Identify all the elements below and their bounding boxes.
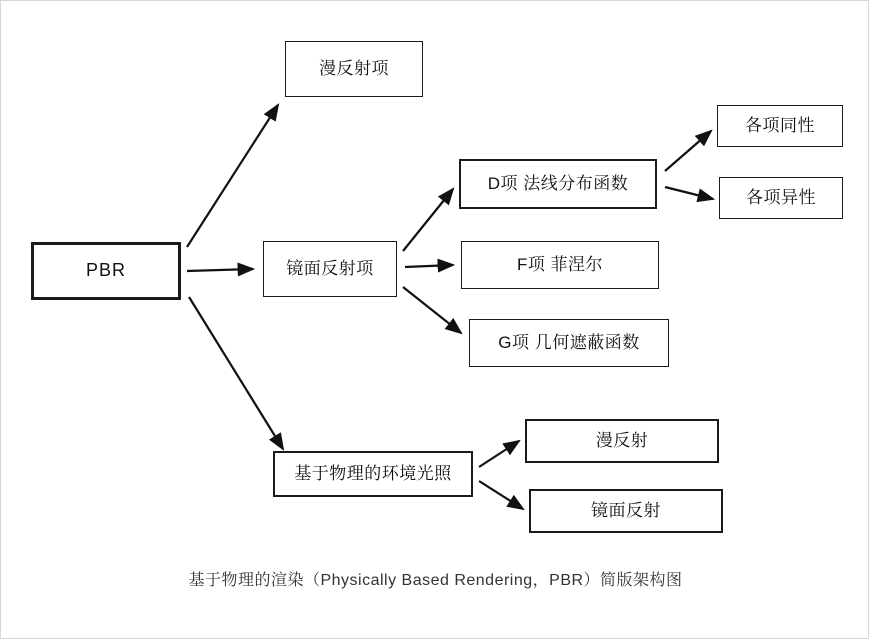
- node-specular-term[interactable]: [263, 241, 397, 297]
- node-g-term-label: G项 几何遮蔽函数: [498, 332, 640, 352]
- node-ibl-specular[interactable]: [529, 489, 723, 533]
- edge-specular-fterm: [405, 265, 453, 267]
- edge-dterm-isotropic: [665, 131, 711, 171]
- node-specular-term-label: 镜面反射项: [286, 258, 374, 278]
- node-f-term-label: F项 菲涅尔: [516, 254, 604, 274]
- edge-ibl-diffuse: [479, 441, 519, 467]
- node-isotropic[interactable]: [717, 105, 843, 147]
- node-ibl-diffuse-label: 漫反射: [595, 430, 649, 450]
- node-anisotropic-label: 各项异性: [746, 187, 816, 207]
- node-image-based-lighting[interactable]: [273, 451, 473, 497]
- node-ibl-specular-label: 镜面反射: [591, 500, 661, 520]
- edge-dterm-anisotropic: [665, 187, 713, 199]
- node-diffuse-term[interactable]: [285, 41, 423, 97]
- diagram-connector-layer: [1, 1, 869, 639]
- node-pbr[interactable]: [31, 242, 181, 300]
- edge-pbr-specular: [187, 269, 253, 271]
- node-anisotropic[interactable]: [719, 177, 843, 219]
- node-d-term[interactable]: [459, 159, 657, 209]
- node-g-term[interactable]: [469, 319, 669, 367]
- diagram-caption: 基于物理的渲染（Physically Based Rendering，PBR）简版架构图: [188, 572, 683, 589]
- edge-ibl-specular: [479, 481, 523, 509]
- node-diffuse-term-label: 漫反射项: [319, 58, 389, 78]
- node-f-term[interactable]: [461, 241, 659, 289]
- node-isotropic-label: 各项同性: [745, 115, 815, 135]
- edge-specular-gterm: [403, 287, 461, 333]
- node-image-based-lighting-label: 基于物理的环境光照: [294, 463, 452, 483]
- edge-pbr-diffuse: [187, 105, 278, 247]
- edge-pbr-ibl: [189, 297, 283, 449]
- node-d-term-label: D项 法线分布函数: [487, 173, 629, 193]
- node-pbr-label: PBR: [85, 260, 126, 281]
- edge-specular-dterm: [403, 189, 453, 251]
- node-ibl-diffuse[interactable]: [525, 419, 719, 463]
